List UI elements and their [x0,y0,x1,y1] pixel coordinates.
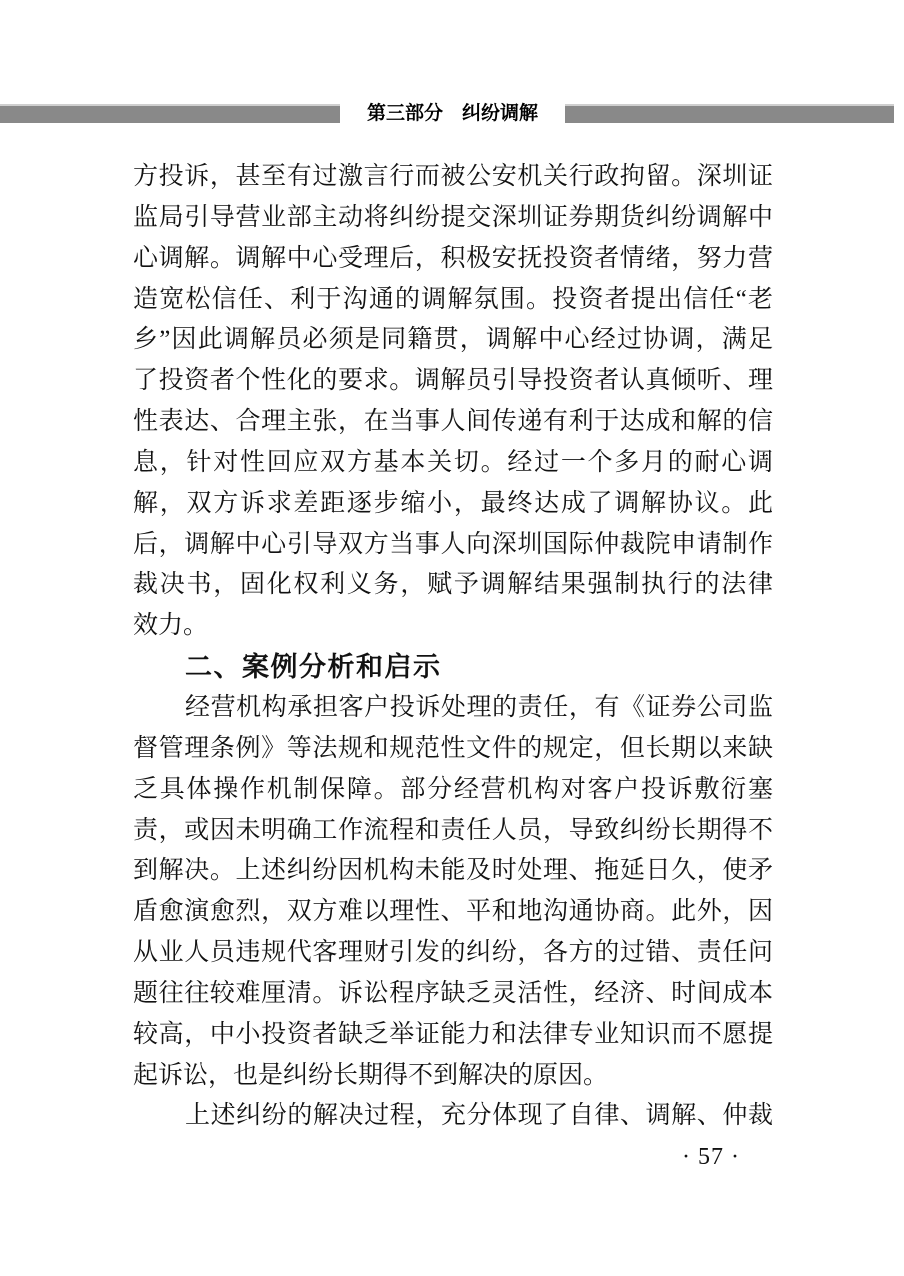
text-line: 造宽松信任、利于沟通的调解氛围。投资者提出信任“老 [133,285,773,313]
text-line: 督管理条例》等法规和规范性文件的规定，但长期以来缺 [133,734,773,762]
text-line: 上述纠纷的解决过程，充分体现了自律、调解、仲裁 [185,1102,773,1130]
text-line: 到解决。上述纠纷因机构未能及时处理、拖延日久，使矛 [133,857,773,885]
text-line: 了投资者个性化的要求。调解员引导投资者认真倾听、理 [133,367,773,395]
page-number: · 57 · [682,1144,740,1170]
text-line: 性表达、合理主张，在当事人间传递有利于达成和解的信 [133,408,773,436]
text-line: 较高，中小投资者缺乏举证能力和法律专业知识而不愿提 [133,1020,773,1048]
text-line: 息，针对性回应双方基本关切。经过一个多月的耐心调 [133,448,773,476]
header-rule-left [0,104,340,123]
section-heading: 二、案例分析和启示 [185,652,442,683]
text-line: 经营机构承担客户投诉处理的责任，有《证券公司监 [185,693,773,721]
text-line: 责，或因未明确工作流程和责任人员，导致纠纷长期得不 [133,816,773,844]
text-line: 后，调解中心引导双方当事人向深圳国际仲裁院申请制作 [133,530,773,558]
text-line: 乡”因此调解员必须是同籍贯，调解中心经过协调，满足 [133,326,773,354]
text-line: 心调解。调解中心受理后，积极安抚投资者情绪，努力营 [133,244,773,272]
text-line: 起诉讼，也是纠纷长期得不到解决的原因。 [133,1061,609,1089]
text-line: 乏具体操作机制保障。部分经营机构对客户投诉敷衍塞 [133,775,773,803]
text-line: 方投诉，甚至有过激言行而被公安机关行政拘留。深圳证 [133,163,773,190]
text-line: 裁决书，固化权利义务，赋予调解结果强制执行的法律 [133,571,773,599]
text-line: 盾愈演愈烈，双方难以理性、平和地沟通协商。此外，因 [133,898,773,926]
text-line: 从业人员违规代客理财引发的纠纷，各方的过错、责任问 [133,939,773,967]
text-line: 解，双方诉求差距逐步缩小，最终达成了调解协议。此 [133,489,773,517]
text-line: 题往往较难厘清。诉讼程序缺乏灵活性，经济、时间成本 [133,979,773,1007]
running-header-title: 第三部分 纠纷调解 [366,103,538,124]
page-body [133,157,773,1137]
text-line: 效力。 [133,612,209,640]
header-rule-right [565,104,894,123]
text-line: 监局引导营业部主动将纠纷提交深圳证券期货纠纷调解中 [133,203,773,231]
